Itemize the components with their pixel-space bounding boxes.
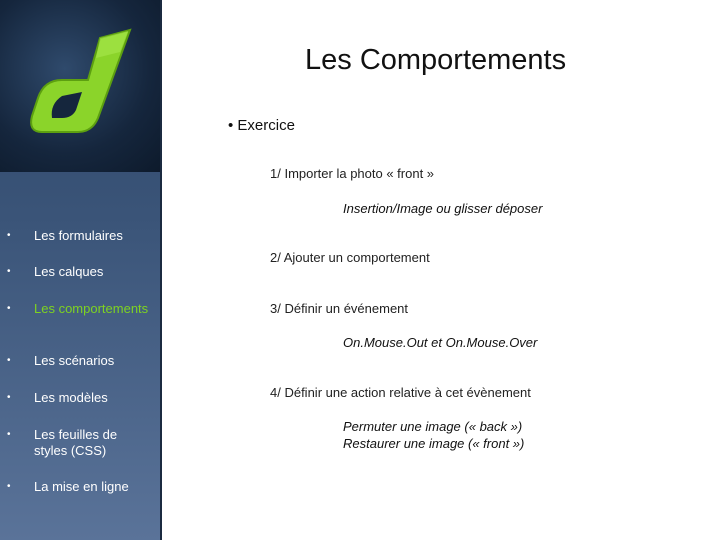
logo-panel (0, 0, 162, 172)
nav-item-label: Les feuilles de styles (CSS) (34, 427, 118, 458)
step-3-hint: On.Mouse.Out et On.Mouse.Over (343, 335, 538, 350)
sidebar (0, 0, 162, 540)
nav-item-label: Les calques (34, 264, 104, 279)
nav-item-label: Les formulaires (34, 228, 123, 243)
bullet: • (7, 230, 11, 241)
bullet: • (7, 392, 11, 403)
slide-subtitle: • Exercice (228, 117, 295, 134)
step-4-hint-2: Restaurer une image (« front ») (343, 436, 525, 451)
nav-item-label: La mise en ligne (34, 479, 129, 494)
bullet: • (7, 303, 11, 314)
dreamweaver-logo-icon (0, 0, 162, 172)
nav-item-label: Les comportements (34, 301, 149, 316)
slide-title: Les Comportements (305, 44, 567, 76)
bullet: • (7, 266, 11, 277)
step-4-hint-1: Permuter une image (« back ») (343, 419, 523, 434)
bullet: • (7, 429, 11, 440)
step-1: 1/ Importer la photo « front » (270, 166, 435, 181)
sidebar-edge (160, 0, 162, 540)
bullet: • (7, 355, 11, 366)
bullet: • (7, 481, 11, 492)
nav-item-label: Les modèles (34, 390, 108, 405)
step-3: 3/ Définir un événement (270, 301, 409, 316)
step-4: 4/ Définir une action relative à cet évènement (270, 385, 531, 400)
nav-item-label: Les scénarios (34, 353, 115, 368)
step-2: 2/ Ajouter un comportement (270, 250, 430, 265)
step-1-hint: Insertion/Image ou glisser déposer (343, 201, 543, 216)
